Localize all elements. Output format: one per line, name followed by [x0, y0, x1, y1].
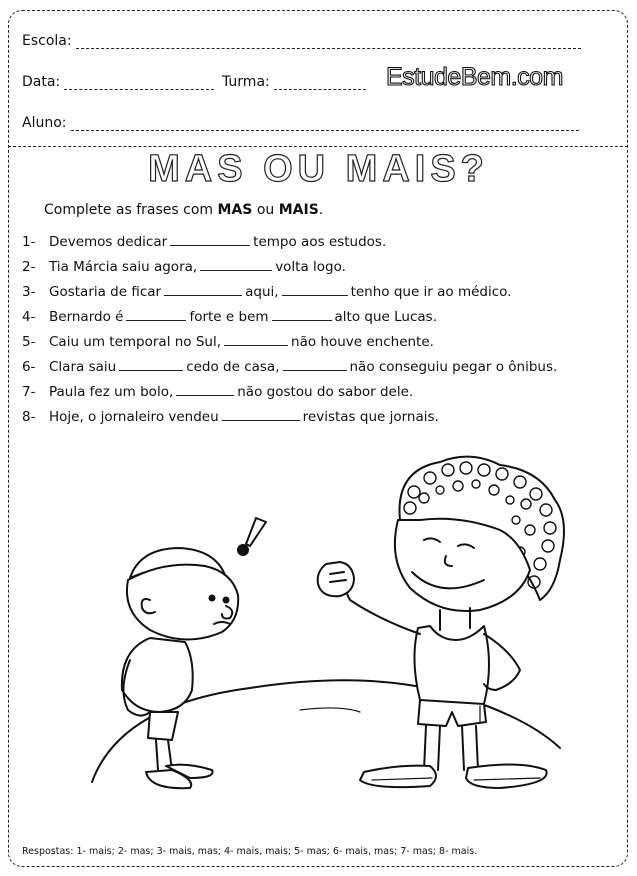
aluno-label: Aluno:: [22, 115, 67, 131]
exercise-text: forte e bem: [189, 309, 269, 325]
exercise-text: aqui,: [245, 284, 279, 300]
exercise-number: 3-: [22, 284, 36, 300]
exercise-number: 7-: [22, 384, 36, 400]
exercise-text: não houve enchente.: [291, 334, 434, 350]
turma-label: Turma:: [222, 74, 270, 90]
exercise-text: Paula fez um bolo,: [49, 384, 174, 400]
exercise-number: 1-: [22, 234, 36, 250]
exercise-text: volta logo.: [275, 259, 346, 275]
instruction-suffix: .: [318, 202, 324, 218]
exercise-text: não gostou do sabor dele.: [237, 384, 414, 400]
small-boy-icon: [122, 548, 238, 788]
answer-key: Respostas: 1- mais; 2- mas; 3- mais, mas; 4- mais, mais; 5- mas; 6- mais, mas; 7- mas; 8- mais.: [22, 846, 478, 857]
exercise-number: 4-: [22, 309, 36, 325]
exercise-text: cedo de casa,: [186, 359, 280, 375]
site-logo: EstudeBem.com: [386, 63, 563, 91]
page-title: MAS OU MAIS?: [148, 148, 489, 190]
exercise-text: Caiu um temporal no Sul,: [49, 334, 222, 350]
data-label: Data:: [22, 74, 61, 90]
exercise-text: alto que Lucas.: [334, 309, 437, 325]
exercise-text: Gostaria de ficar: [49, 284, 162, 300]
exercise-text: Bernardo é: [49, 309, 124, 325]
exercise-text: Tia Márcia saiu agora,: [49, 259, 198, 275]
exclamation-icon: [238, 518, 266, 555]
instruction-word-mas: MAS: [217, 202, 253, 218]
exercise-number: 2-: [22, 259, 36, 275]
big-boy-icon: [318, 457, 564, 788]
exercise-text: Devemos dedicar: [49, 234, 168, 250]
instruction-word-mais: MAIS: [278, 202, 319, 218]
exercise-text: Clara saiu: [49, 359, 117, 375]
exercise-number: 5-: [22, 334, 36, 350]
exercise-text: tenho que ir ao médico.: [350, 284, 512, 300]
exercise-number: 6-: [22, 359, 36, 375]
exercise-text: não conseguiu pegar o ônibus.: [349, 359, 558, 375]
exercise-text: tempo aos estudos.: [253, 234, 387, 250]
exercise-text: revistas que jornais.: [302, 409, 439, 425]
escola-label: Escola:: [22, 33, 72, 49]
instruction-middle: ou: [252, 202, 279, 218]
instruction-prefix: Complete as frases com: [44, 202, 218, 218]
exercise-text: Hoje, o jornaleiro vendeu: [49, 409, 219, 425]
exercise-number: 8-: [22, 409, 36, 425]
